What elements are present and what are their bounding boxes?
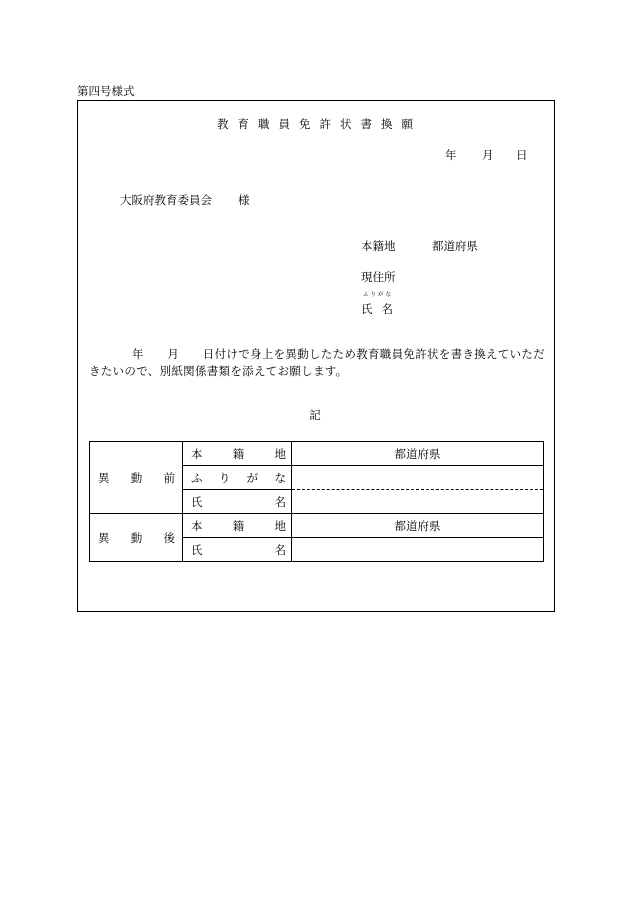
body-text-line-2: きたいので、別紙関係書類を添えてお願します。 <box>89 364 348 378</box>
applicant-honseki-prefecture: 都道府県 <box>432 239 478 253</box>
value-honseki-before: 都道府県 <box>292 442 544 466</box>
field-label-furigana-before: ふりがな <box>183 466 292 490</box>
group-label-after: 異動後 <box>90 514 183 562</box>
ki-heading: 記 <box>309 408 321 422</box>
value-name-after <box>292 538 544 562</box>
form-number-label: 第四号様式 <box>77 84 135 98</box>
applicant-honseki-label: 本籍地 <box>361 239 396 253</box>
applicant-name-furigana: ふりがな <box>363 292 394 298</box>
date-month-label: 月 <box>482 148 494 162</box>
change-details-table <box>89 441 544 562</box>
field-label-name-after: 氏名 <box>183 538 292 562</box>
document-title: 教育職員免許状書換願 <box>217 117 422 131</box>
table-row <box>90 442 544 466</box>
value-honseki-after: 都道府県 <box>292 514 544 538</box>
applicant-name-label: 氏名 <box>361 302 402 316</box>
field-label-honseki-before: 本籍地 <box>183 442 292 466</box>
field-label-honseki-after: 本籍地 <box>183 514 292 538</box>
value-furigana-before <box>292 466 544 490</box>
value-name-before <box>292 490 544 514</box>
addressee-name: 大阪府教育委員会 <box>120 193 212 207</box>
field-label-name-before: 氏名 <box>183 490 292 514</box>
date-year-label: 年 <box>445 148 457 162</box>
applicant-address-label: 現住所 <box>361 270 396 284</box>
table-row <box>90 514 544 538</box>
group-label-before: 異動前 <box>90 442 183 514</box>
body-text-line-1: 年 月 日付けで身上を異動したため教育職員免許状を書き換えていただ <box>132 347 545 361</box>
date-day-label: 日 <box>516 148 528 162</box>
addressee-honorific: 様 <box>238 193 250 207</box>
